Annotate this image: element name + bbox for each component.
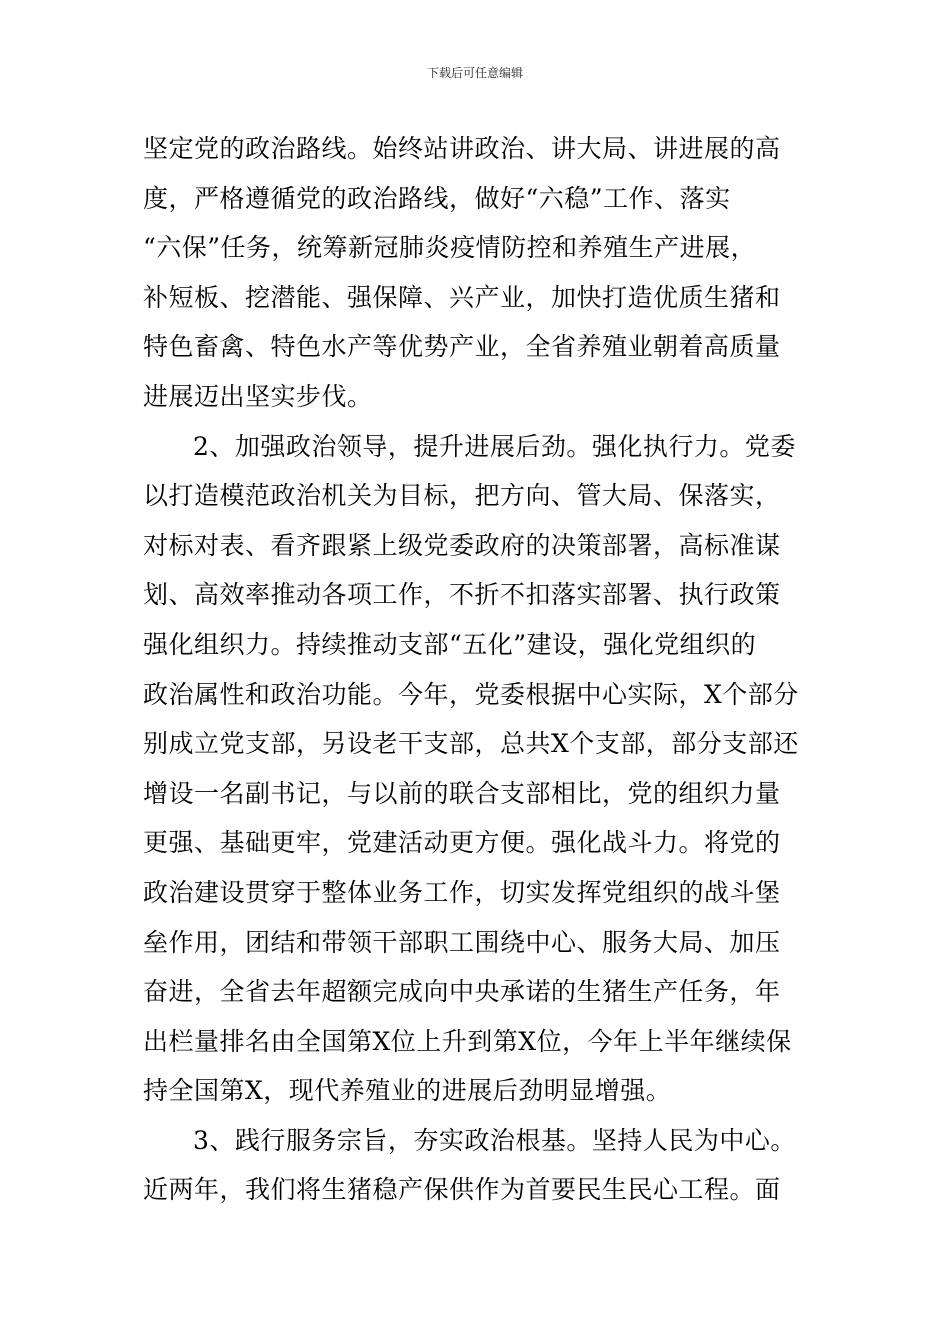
paragraph-start-line: 2、加强政治领导，提升进展后劲。强化执行力。党委 xyxy=(193,431,796,461)
text-line: 对标对表、看齐跟紧上级党委政府的决策部署，高标准谋 xyxy=(143,530,781,560)
text-line: 更强、基础更牢，党建活动更方便。强化战斗力。将党的 xyxy=(143,828,781,858)
text-line: 特色畜禽、特色水产等优势产业，全省养殖业朝着高质量 xyxy=(143,332,781,362)
text-line: 增设一名副书记，与以前的联合支部相比，党的组织力量 xyxy=(143,778,781,808)
text-line: 别成立党支部，另设老干支部，总共X个支部，部分支部还 xyxy=(143,729,799,759)
text-line: 奋进，全省去年超额完成向中央承诺的生猪生产任务，年 xyxy=(143,977,781,1007)
text-line: 垒作用，团结和带领干部职工围绕中心、服务大局、加压 xyxy=(143,927,781,957)
text-line: 近两年，我们将生猪稳产保供作为首要民生民心工程。面 xyxy=(143,1175,781,1205)
text-line: 度，严格遵循党的政治路线，做好“六稳”工作、落实 xyxy=(143,183,731,213)
text-line: “六保”任务，统筹新冠肺炎疫情防控和养殖生产进展， xyxy=(143,233,757,263)
text-line: 补短板、挖潜能、强保障、兴产业，加快打造优质生猪和 xyxy=(143,282,781,312)
text-line: 划、高效率推动各项工作，不折不扣落实部署、执行政策 xyxy=(143,580,781,610)
paragraph-start-line: 3、践行服务宗旨，夯实政治根基。坚持人民为中心。 xyxy=(193,1125,796,1155)
text-line: 出栏量排名由全国第X位上升到第X位，今年上半年继续保 xyxy=(143,1026,792,1056)
text-line: 政治属性和政治功能。今年，党委根据中心实际，X个部分 xyxy=(143,679,799,709)
text-line: 以打造模范政治机关为目标，把方向、管大局、保落实， xyxy=(143,481,781,511)
text-line: 政治建设贯穿于整体业务工作，切实发挥党组织的战斗堡 xyxy=(143,877,781,907)
document-body xyxy=(143,124,813,1215)
text-line: 持全国第X，现代养殖业的进展后劲明显增强。 xyxy=(143,1076,672,1106)
text-line: 进展迈出坚实步伐。 xyxy=(143,381,373,411)
text-line: 坚定党的政治路线。始终站讲政治、讲大局、讲进展的高 xyxy=(143,134,781,163)
text-line: 强化组织力。持续推动支部“五化”建设，强化党组织的 xyxy=(143,629,757,659)
page-header: 下载后可任意编辑 xyxy=(426,66,523,80)
